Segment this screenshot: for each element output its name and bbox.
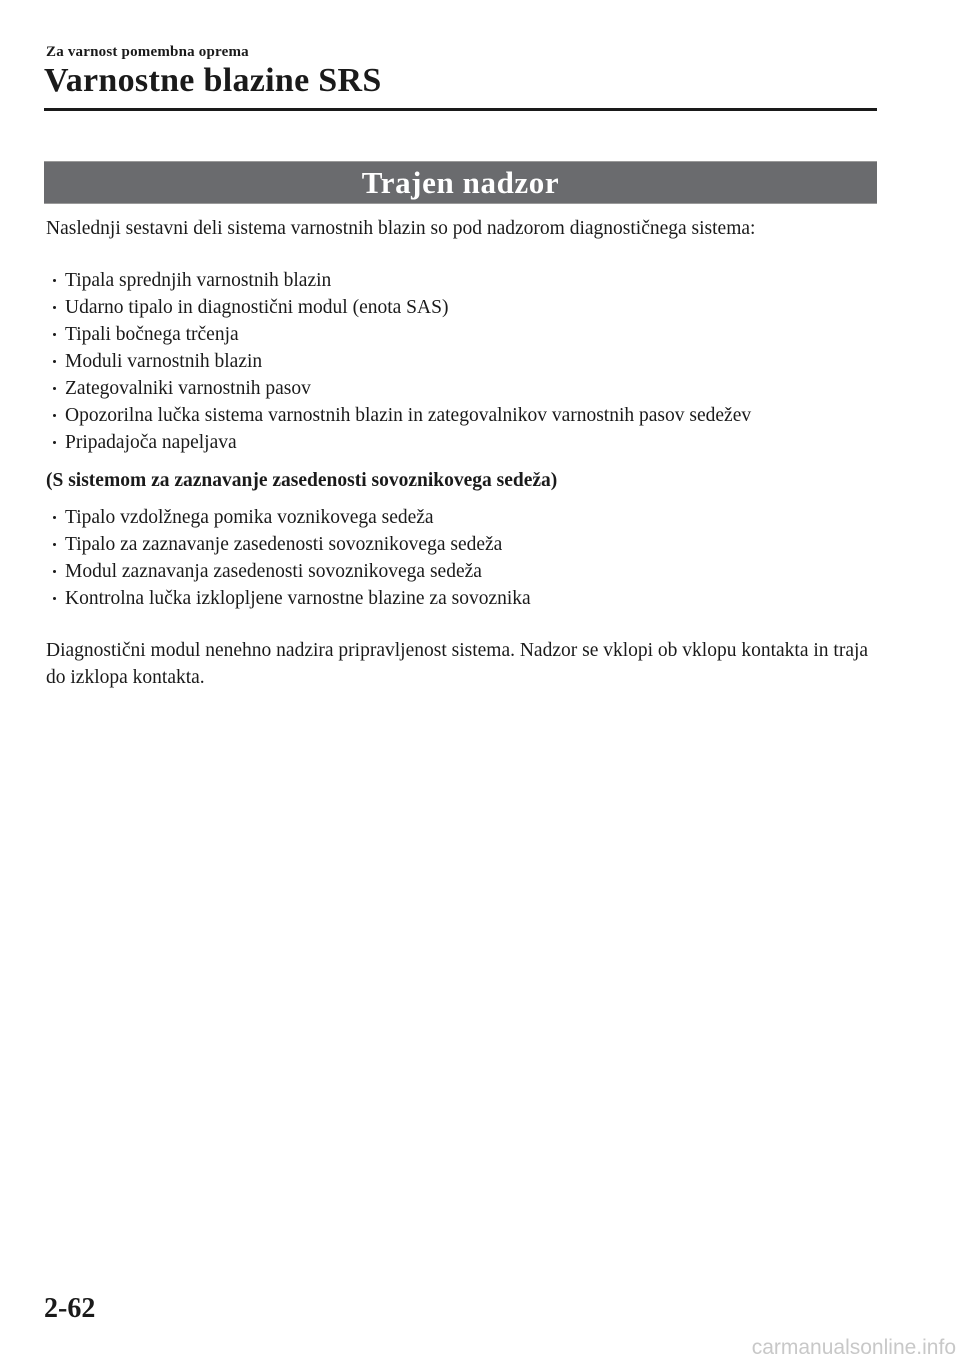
bullet-icon [53,414,56,417]
bullet-icon [53,570,56,573]
list-item-text: Opozorilna lučka sistema varnostnih blazin in zategovalnikov varnostnih pasov sedežev [65,405,752,426]
page-title: Varnostne blazine SRS [44,62,382,99]
list-item [46,558,886,585]
bullet-icon [53,279,56,282]
list-item-text: Kontrolna lučka izklopljene varnostne blazine za sovoznika [65,588,531,609]
watermark: carmanualsonline.info [751,1336,956,1359]
header-divider [44,108,877,111]
list-item-text: Pripadajoča napeljava [65,432,237,453]
bullet-icon [53,516,56,519]
content-body [46,215,886,711]
list-item [46,429,886,456]
bullet-icon [53,306,56,309]
list-item [46,375,886,402]
list-item [46,504,886,531]
occupancy-component-list [46,504,886,612]
component-list [46,267,886,456]
bullet-icon [53,360,56,363]
list-item-text: Zategovalniki varnostnih pasov [65,378,311,399]
list-item [46,294,886,321]
intro-paragraph: Naslednji sestavni deli sistema varnostnih blazin so pod nadzorom diagnostičnega sistema: [46,218,756,239]
list-item-text: Modul zaznavanja zasedenosti sovoznikovega sedeža [65,561,482,582]
list-item [46,402,886,429]
bullet-icon [53,597,56,600]
list-item-text: Udarno tipalo in diagnostični modul (enota SAS) [65,297,449,318]
subheading: (S sistemom za zaznavanje zasedenosti sovoznikovega sedeža) [46,470,558,491]
list-item-text: Tipalo vzdolžnega pomika voznikovega sedeža [65,507,434,528]
list-item-text: Moduli varnostnih blazin [65,351,263,372]
list-item-text: Tipali bočnega trčenja [65,324,239,345]
bullet-icon [53,333,56,336]
bullet-icon [53,387,56,390]
bullet-icon [53,543,56,546]
bullet-icon [53,441,56,444]
page-number: 2-62 [44,1293,96,1324]
list-item [46,531,886,558]
list-item [46,267,886,294]
list-item [46,585,886,612]
list-item [46,348,886,375]
closing-paragraph: Diagnostični modul nenehno nadzira pripravljenost sistema. Nadzor se vklopi ob vklopu kontakta in traja do izklopa kontakta. [46,640,869,688]
list-item-text: Tipalo za zaznavanje zasedenosti sovoznikovega sedeža [65,534,503,555]
chapter-label: Za varnost pomembna oprema [46,44,249,60]
section-banner [44,161,877,204]
section-title: Trajen nadzor [361,164,560,200]
list-item [46,321,886,348]
list-item-text: Tipala sprednjih varnostnih blazin [65,270,332,291]
